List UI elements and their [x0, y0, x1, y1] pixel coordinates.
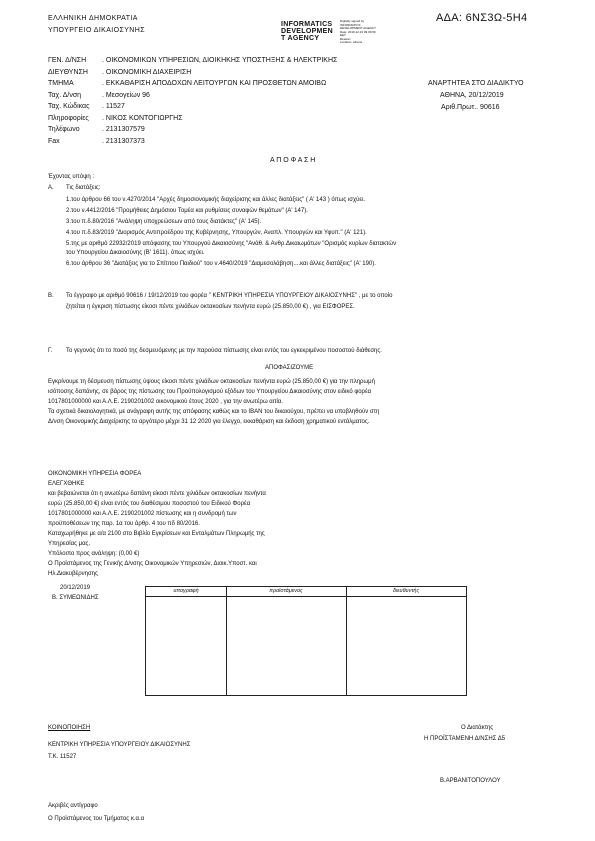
list-item: 1.του άρθρου 66 του ν.4270/2014 "Αρχές δημοσιονομικής διαχείρισης και άλλες διατάξεις" ( Α' 143 ) όπως ισχύει. [66, 197, 366, 203]
info-label: ΔΙΕΥΘΥΝΣΗ [48, 68, 88, 76]
ada-code: ΑΔΑ: 6ΝΣ3Ω-5Η4 [436, 12, 528, 24]
table-header-signature: υπογραφή [173, 588, 199, 594]
info-label: Ταχ. Δ/νση [48, 91, 82, 99]
info-value: . ΟΙΚΟΝΟΜΙΚΩΝ ΥΠΗΡΕΣΙΩΝ, ΔΙΟΙΚΗΚΗΣ ΥΠΟΣΤΗΞΗΣ & ΗΛΕΚΤΡΙΚΗΣ [102, 57, 338, 64]
list-item: 6.του άρθρου 36 "Διατάξεις για το Σπίτιτου Παιδιού" του ν.4640/2019 "Διαμεσολάβηση....και άλλες διατάξεις" (Α' 190). [66, 261, 376, 267]
we-decide-title: ΑΠΟΦΑΣΙΖΟΥΜΕ [265, 365, 314, 371]
info-value: . ΕΚΚΑΘΑΡΙΣΗ ΑΠΟΔΟΧΩΝ ΛΕΙΤΟΥΡΓΩΝ ΚΑΙ ΠΡΟΣΘΕΤΩΝ ΑΜΟΙΒΩ [102, 80, 327, 87]
decision-title: Α Π Ο Φ Α Σ Η [270, 157, 316, 164]
protocol-number: Αριθ.Πρωτ.. 90616 [441, 104, 500, 111]
table-column-divider [226, 587, 227, 695]
signatory-title: Η ΠΡΟΪΣΤΑΜΕΝΗ Δ/ΝΣΗΣ Δ5 [424, 736, 506, 742]
table-header-divider [146, 596, 466, 597]
notification-recipient: ΚΕΝΤΡΙΚΗ ΥΠΗΡΕΣΙΑ ΥΠΟΥΡΓΕΙΟΥ ΔΙΚΑΙΟΣΥΝΗΣ [48, 742, 191, 748]
info-label: ΤΜΗΜΑ [48, 80, 74, 87]
info-value: . 2131307373 [102, 137, 145, 145]
republic-label: ΕΛΛΗΝΙΚΗ ΔΗΜΟΚΡΑΤΙΑ [48, 15, 138, 22]
oversight-date: 20/12/2019 [60, 585, 91, 591]
notification-title: ΚΟΙΝΟΠΟΙΗΣΗ [48, 725, 91, 731]
info-value: . 11527 [102, 103, 125, 110]
info-value: . ΝΙΚΟΣ ΚΟΝΤΟΓΙΩΡΓΗΣ [102, 114, 183, 122]
list-item: 3.του π.δ.80/2016 "Ανάληψη υποχρεώσεων από τους διατάκτες" (Α' 145). [66, 219, 262, 225]
checked-label: ΕΛΕΓΧΘΗΚΕ [48, 481, 85, 487]
logo-line-2: DEVELOPMEN [281, 28, 334, 35]
having-regard-label: Έχοντας υπόψη : [48, 174, 95, 180]
list-item: 5.της με αριθμό 22932/2019 απόφασης του Υπουργού Δικαιοσύνης "Ανάθ. & Ανθρ.Δικαιωμάτων "Ορισμός κυρίων διατακτών [66, 241, 397, 247]
posting-note: ΑΝΑΡΤΗΤΕΑ ΣΤΟ ΔΙΑΔΙΚΤΥΟ [428, 80, 524, 87]
info-block [48, 56, 338, 148]
section-b-letter: Β. [48, 293, 54, 299]
table-header-supervisor: προϊστάμενος [269, 588, 303, 594]
section-g-letter: Γ. [48, 348, 53, 354]
signatory-role: Ο Διατάκτης [461, 725, 494, 731]
info-value: . 2131307579 [102, 126, 145, 133]
section-a-heading: Τις διατάξεις: [66, 185, 101, 191]
list-item: 2.του ν.4412/2016 "Προμήθειες Δημόσιου Τομέα και ρυθμίσεις συναφών θεμάτων" (Α' 147). [66, 208, 308, 214]
section-g-text: Το γεγονός ότι το ποσό της δεσμευόμενης με την παρούσα πίστωσης είναι εντός του εγκεκριμένου ποσοστού διάθεσης. [66, 348, 382, 354]
section-a-letter: Α. [48, 185, 54, 191]
info-label: Τηλέφωνο [48, 126, 80, 133]
section-a-list [66, 196, 396, 271]
table-column-divider [346, 587, 347, 695]
logo-line-3: T AGENCY [281, 35, 320, 42]
info-label: Πληροφορίες [48, 114, 89, 122]
true-copy-label: Ακριβές αντίγραφο [48, 803, 98, 809]
oversight-block: ΟΙΚΟΝΟΜΙΚΗ ΥΠΗΡΕΣΙΑ ΦΟΡΕΑ ΕΛΕΓΧΘΗΚΕ και βεβαιώνεται ότι η ανωτέρω δαπάνη είκοσι πέντε χιλιάδων οκτακοσίων πενήντα ευρώ (25.850,00 €) είναι εντός του διαθέσιμου ποσοστού του Ειδικού Φορέα 1017801000000 και Α.Λ.Ε. 2190201002 πίστωσης και η συνδρομή των προϋποθέσεων της παρ. 1α του άρθρ. 4 του πδ 80/2016. Καταχωρήθηκε με α/α 2100 στο Βιβλίο Εγκρίσεων και Ενταλμάτων Πληρωμής της Υπηρεσίας μας. Υπόλοιπο προς ανάληψη: (0,00 €) Ο Προϊστάμενος της Γενικής Δ/νσης Οικονομικών Υπηρεσιών, Διοικ.Υποστ. και Ηλ.Διακυβέρνησης [48, 471, 266, 577]
info-label: ΓΕΝ. Δ/ΝΣΗ [48, 57, 87, 64]
section-b-text: Το έγγραφο με αριθμό 90616 / 19/12/2019 του φορέα " ΚΕΝΤΡΙΚΗ ΥΠΗΡΕΣΙΑ ΥΠΟΥΡΓΕΙΟΥ ΔΙΚΑΙΟΣΥΝΗΣ" , με το οποίο ζητείται η έγκριση πίστωσης είκοσι πέντε χιλιάδων οκτακοσίων πενήντα ευρώ (25.850,00 €) , για ΕΙΣΦΟΡΕΣ. [66, 293, 393, 310]
head-of-department-label: Ο Προϊστάμενος του Τμήματος κ.α.α [48, 816, 145, 822]
signature-table [145, 586, 467, 696]
info-label: Fax [48, 137, 60, 145]
place-date: ΑΘΗΝΑ, 20/12/2019 [440, 92, 504, 99]
ministry-label: ΥΠΟΥΡΓΕΙΟ ΔΙΚΑΙΟΣΥΝΗΣ [48, 27, 145, 34]
list-item: του Υπουργείου Δικαιοσύνης (Β' 1611). όπως ισχύει. [66, 250, 205, 256]
list-item: 4.του π.δ.83/2019 "Διορισμός Αντιπροέδρου της Κυβέρνησης, Υπουργών, Αναπλ. Υπουργών και Υφυπ." (Α' 121). [66, 230, 367, 236]
digital-signature-note: Digitally signed by INFORMATICS DEVELOPMENT AGENCY Date: 2019.12.23 09:09:50 EET Reason: Location: Athens [340, 19, 376, 44]
ida-logo [281, 21, 333, 42]
oversight-signer: Β. ΣΥΜΕΩΝΙΔΗΣ [52, 595, 99, 601]
notification-postcode: Τ.Κ. 11527 [48, 754, 77, 760]
info-value: . Μεσογείων 96 [102, 91, 150, 99]
we-decide-text: Εγκρίνουμε τη δέσμευση πίστωσης ύψους είκοσι πέντε χιλιάδων οκτακοσίων πενήντα ευρώ (25.850,00 €) για την πληρωμή ισόποσης δαπάνης, σε βάρος της πίστωσης του Προϋπολογισμού εξόδων του Υπουργείου Δικαιοσύνης στον ειδικό φορέα 1017801000000 και Α.Λ.Ε. 2190201002 οικονομικού έτους 2020 , για την ανωτέρω αιτία. Τα σχετικά δικαιολογητικά, με ανάγραφη αυτής της απόφασης καθώς και το IBAN του δικαιούχου, πρέπει να υποβληθούν στη Δ/νση Οικονομικής Διαχείρισης το αργότερο μέχρι 31 12 2020 για έλεγχο, εκκαθάριση και έκδοση χρηματικού εντάλματος. [48, 379, 380, 425]
signatory-name: Β.ΑΡΒΑΝΙΤΟΠΟΥΛΟΥ [440, 778, 501, 784]
table-header-director: διευθυντής [392, 588, 420, 594]
logo-line-1: INFORMATICS [281, 21, 333, 28]
oversight-title: ΟΙΚΟΝΟΜΙΚΗ ΥΠΗΡΕΣΙΑ ΦΟΡΕΑ [48, 471, 142, 477]
info-label: Ταχ. Κώδικας [48, 103, 90, 110]
info-value: . ΟΙΚΟΝΟΜΙΚΗ ΔΙΑΧΕΙΡΙΣΗ [102, 68, 192, 76]
